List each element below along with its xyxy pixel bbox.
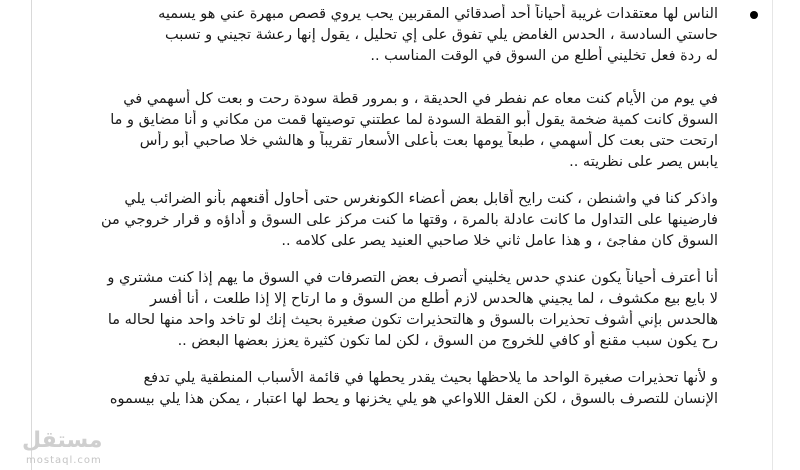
paragraph-2	[80, 189, 718, 252]
text-line: فارضينها على التداول ما كانت عادلة بالمرة ، وقتها ما كنت مركز على السوق و أداؤه و قرار خروجي من	[100, 212, 718, 228]
text-line: الإنسان للتصرف بالسوق ، لكن العقل اللاواعي هو يلي يخزنها و يحط لها اعتبار ، يمكن هذا يلي بيسموه	[109, 391, 718, 407]
bullet-paragraph	[80, 4, 718, 67]
text-line: حاستي السادسة ، الحدس الغامض يلي تفوق على إي تحليل ، يقول إنها رعشة تجيني و تسبب	[164, 27, 718, 43]
text-line: و لأنها تحذيرات صغيرة الواحد ما يلاحظها بحيث يقدر يحطها في قائمة الأسباب المنطقية يلي تدفع	[143, 370, 718, 386]
document-body	[80, 4, 718, 410]
text-line: في يوم من الأيام كنت معاه عم نفطر في الحديقة ، و بمرور قطة سودة رحت و بعت كل أسهمي في	[123, 91, 718, 107]
page-left-border	[31, 0, 32, 470]
text-line: أنا أعترف أحياناً يكون عندي حدس يخليني أتصرف بعض التصرفات في السوق ما يهم إذا كنت مشتري و	[107, 270, 718, 286]
text-line: السوق كانت كمية ضخمة يقول أبو القطة السودة لما عطتني توصيتها قمت من مكاني و أنا مضايق و ما	[110, 112, 718, 128]
text-line: هالحدس بإني أشوف تحذيرات بالسوق و هالتحذيرات تكون صغيرة بحيث إنك لو تاخد واحد منها لحاله ما	[107, 312, 718, 328]
paragraph-4	[80, 368, 718, 410]
text-line: يابس يصر على نظريته ..	[569, 154, 718, 170]
text-line: رح يكون سبب مقنع أو كافي للخروج من السوق ، لكن لما تكون كثيرة يعزز بعضها البعض ..	[177, 333, 718, 349]
text-line: واذكر كنا في واشنطن ، كنت رايح أقابل بعض أعضاء الكونغرس حتى أحاول أقنعهم بأنو الضرائب يلي	[124, 191, 718, 207]
text-line: ارتحت حتى بعت كل أسهمي ، طبعاً يومها بعت بأعلى الأسعار تقريباً و هالشي خلا صاحبي أبو رأس	[139, 133, 718, 149]
text-line: له ردة فعل تخليني أطلع من السوق في الوقت المناسب ..	[370, 48, 718, 64]
bullet-point-icon	[750, 11, 758, 19]
mostaql-watermark	[0, 428, 103, 470]
paragraph-3	[80, 268, 718, 352]
page-right-border	[772, 0, 773, 470]
watermark-latin-text: mostaql.com	[26, 455, 102, 466]
text-line: الناس لها معتقدات غريبة أحياناً أحد أصدقائي المقربين يحب يروي قصص مبهرة عني هو يسميه	[158, 6, 718, 22]
watermark-arabic-text: مستقل	[22, 428, 103, 453]
paragraph-1	[80, 89, 718, 173]
text-line: لا بايع بيع مكشوف ، لما يجيني هالحدس لازم أطلع من السوق و ما ارتاح إلا إذا طلعت ، أنا أفسر	[149, 291, 718, 307]
text-line: السوق كان مفاجئ ، و هذا عامل ثاني خلا صاحبي العنيد يصر على كلامه ..	[281, 233, 718, 249]
